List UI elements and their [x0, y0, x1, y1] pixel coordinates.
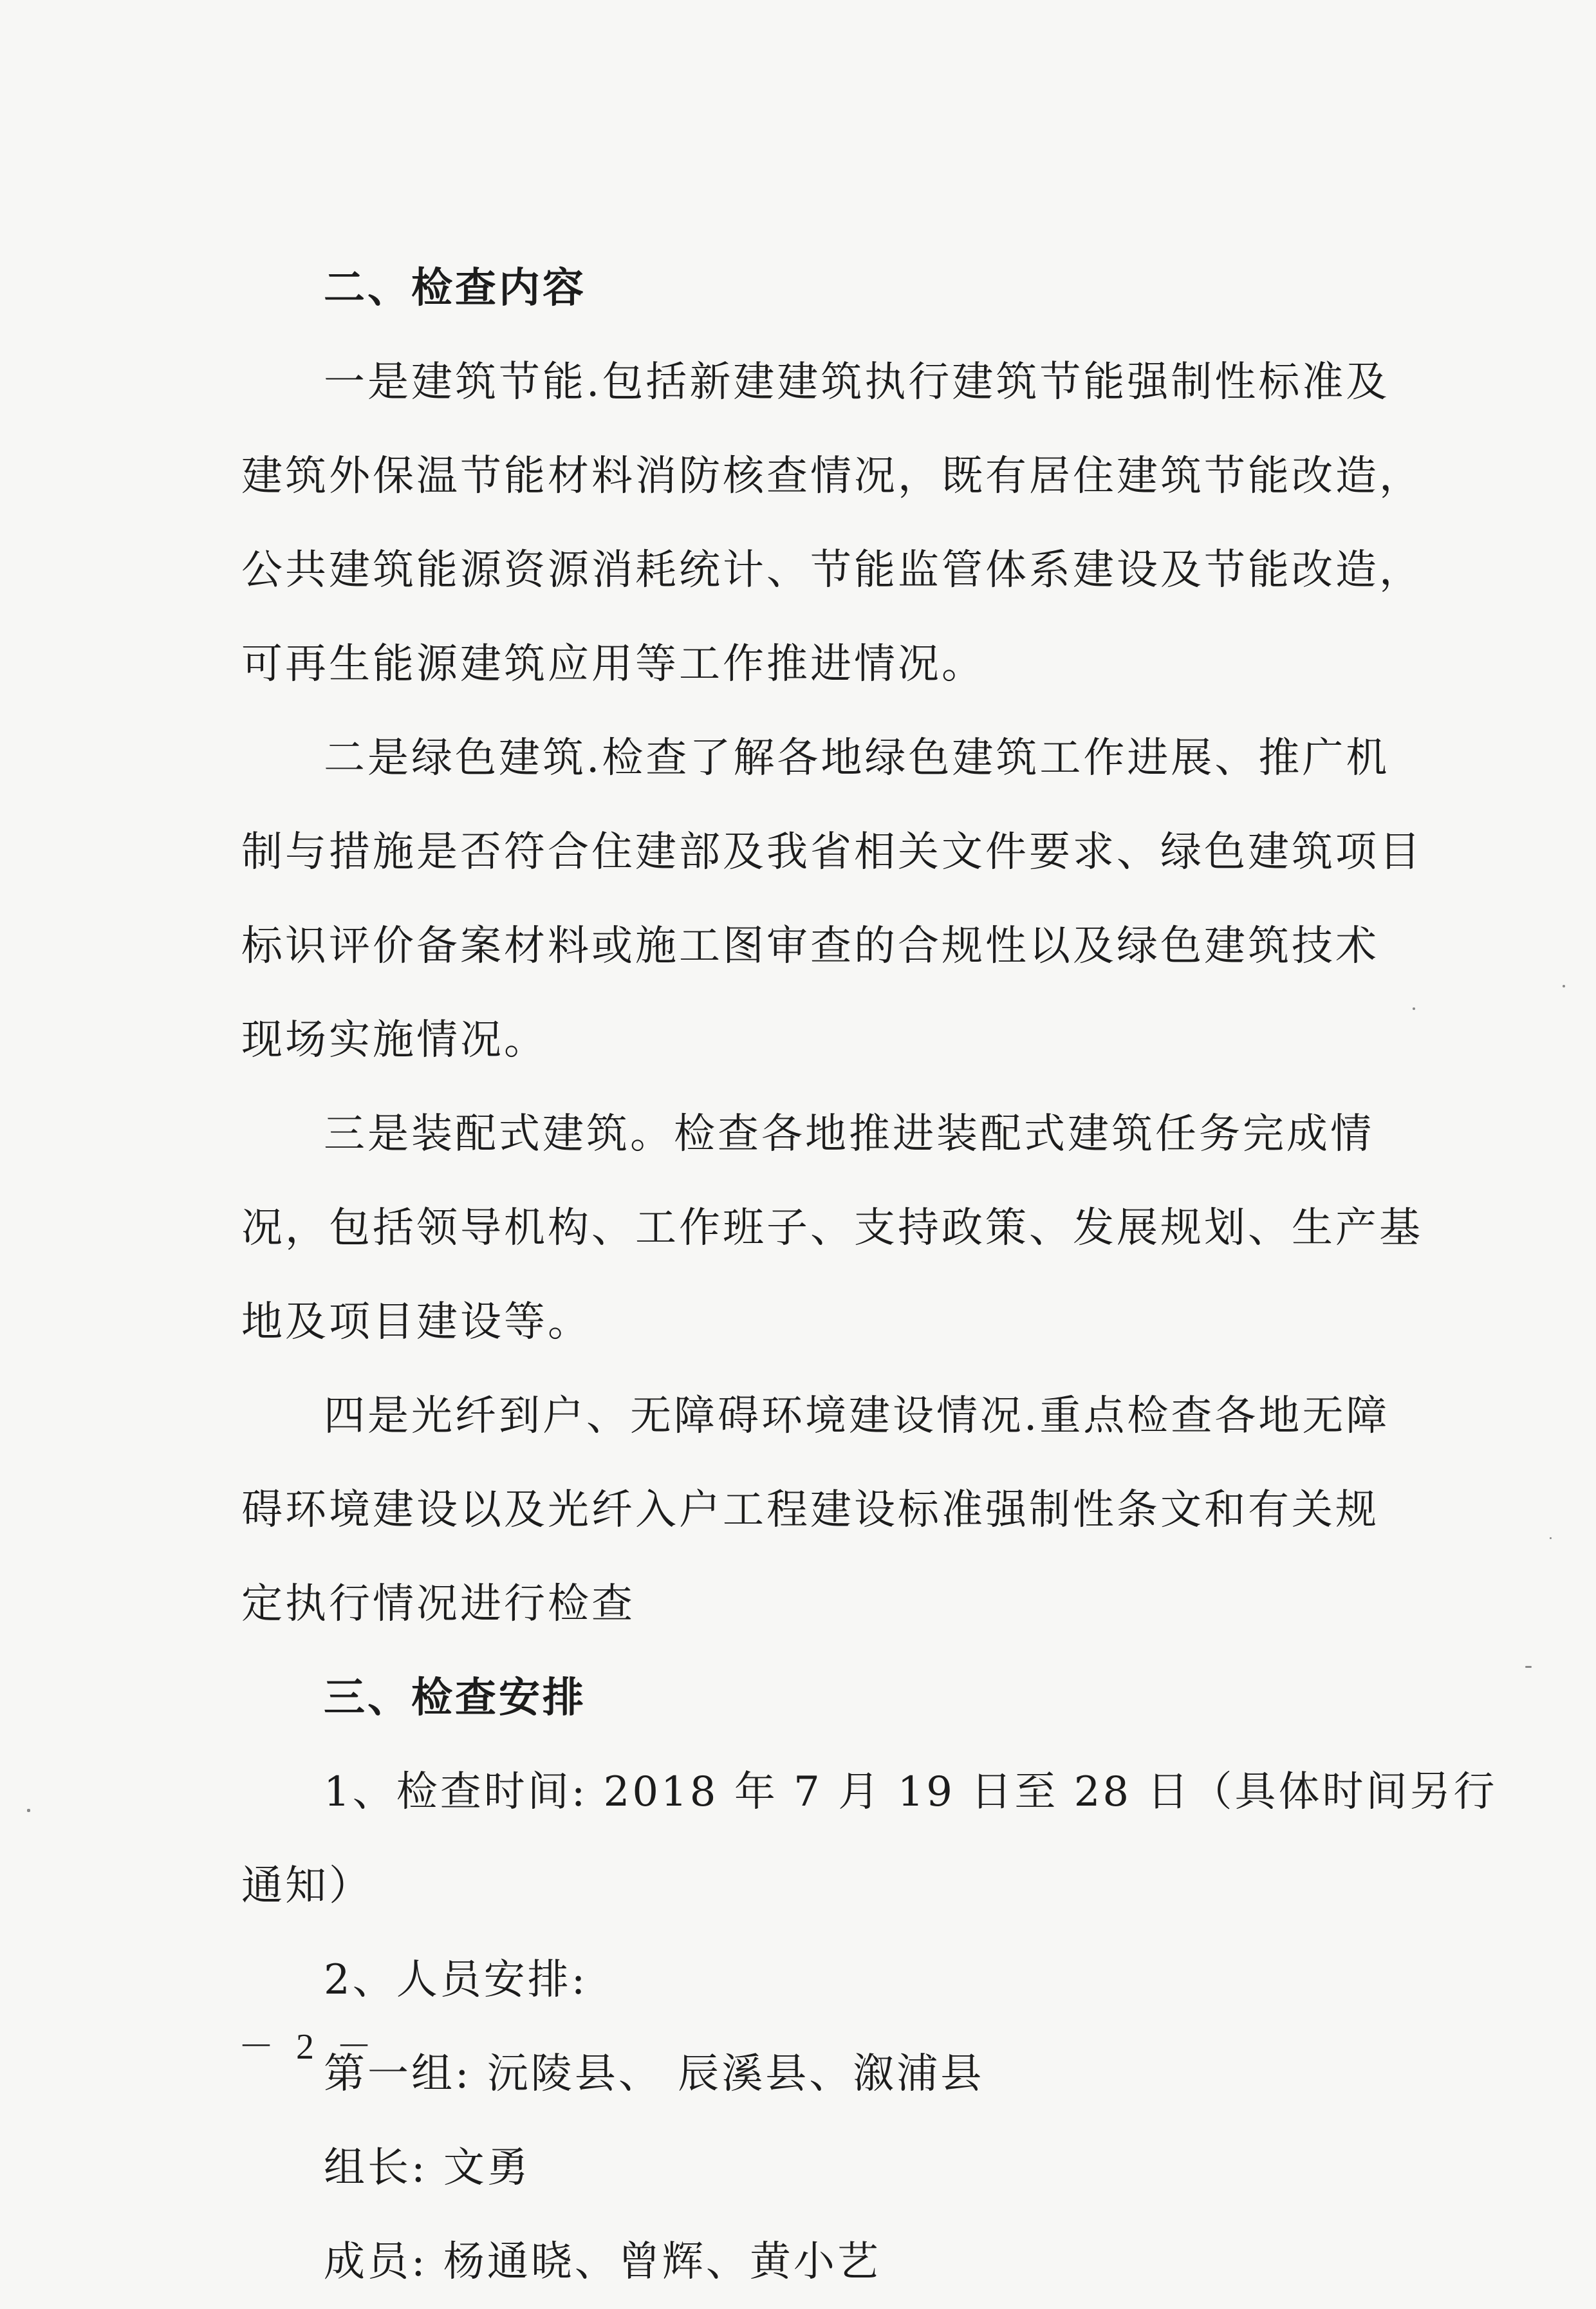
paragraph-line: 三是装配式建筑。检查各地推进装配式建筑任务完成情 — [324, 1110, 1374, 1158]
paragraph-line: 制与措施是否符合住建部及我省相关文件要求、绿色建筑项目 — [241, 828, 1423, 876]
paragraph-line: 况，包括领导机构、工作班子、支持政策、发展规划、生产基 — [241, 1204, 1423, 1252]
section-heading-inspection-content: 二、检查内容 — [324, 265, 586, 312]
scan-speck — [1525, 1666, 1532, 1668]
paragraph-line: 标识评价备案材料或施工图审查的合规性以及绿色建筑技术 — [241, 922, 1379, 970]
paragraph-line: 公共建筑能源资源消耗统计、节能监管体系建设及节能改造， — [241, 547, 1423, 594]
page-number: － 2 － — [238, 2027, 378, 2067]
paragraph-line: 1、检查时间: 2018 年 7 月 19 日至 28 日（具体时间另行 — [324, 1768, 1498, 1816]
paragraph-line: 2、人员安排: — [324, 1956, 588, 2004]
paragraph-line: 组长: 文勇 — [324, 2144, 531, 2192]
paragraph-line: 二是绿色建筑.检查了解各地绿色建筑工作进展、推广机 — [324, 734, 1390, 782]
paragraph-line: 成员: 杨通晓、曾辉、黄小艺 — [324, 2238, 881, 2286]
document-body — [241, 241, 1498, 2309]
scan-speck — [1563, 985, 1565, 987]
section-heading-inspection-schedule: 三、检查安排 — [324, 1674, 586, 1722]
paragraph-line: 一是建筑节能.包括新建建筑执行建筑节能强制性标准及 — [324, 359, 1390, 406]
paragraph-line: 四是光纤到户、无障碍环境建设情况.重点检查各地无障 — [324, 1392, 1390, 1440]
paragraph-line: 定执行情况进行检查 — [241, 1580, 635, 1628]
paragraph-line: 地及项目建设等。 — [241, 1298, 591, 1346]
paragraph-line: 建筑外保温节能材料消防核查情况，既有居住建筑节能改造， — [241, 453, 1423, 500]
paragraph-line: 碍环境建设以及光纤入户工程建设标准强制性条文和有关规 — [241, 1486, 1379, 1534]
paragraph-line: 通知） — [241, 1862, 373, 1910]
paragraph-line: 现场实施情况。 — [241, 1016, 548, 1064]
scan-speck — [1550, 1537, 1552, 1539]
paragraph-line: 可再生能源建筑应用等工作推进情况。 — [241, 640, 985, 688]
paragraph-line: 第一组: 沅陵县、 辰溪县、溆浦县 — [324, 2050, 985, 2098]
scan-speck — [1413, 1007, 1415, 1010]
scan-speck — [27, 1809, 30, 1812]
